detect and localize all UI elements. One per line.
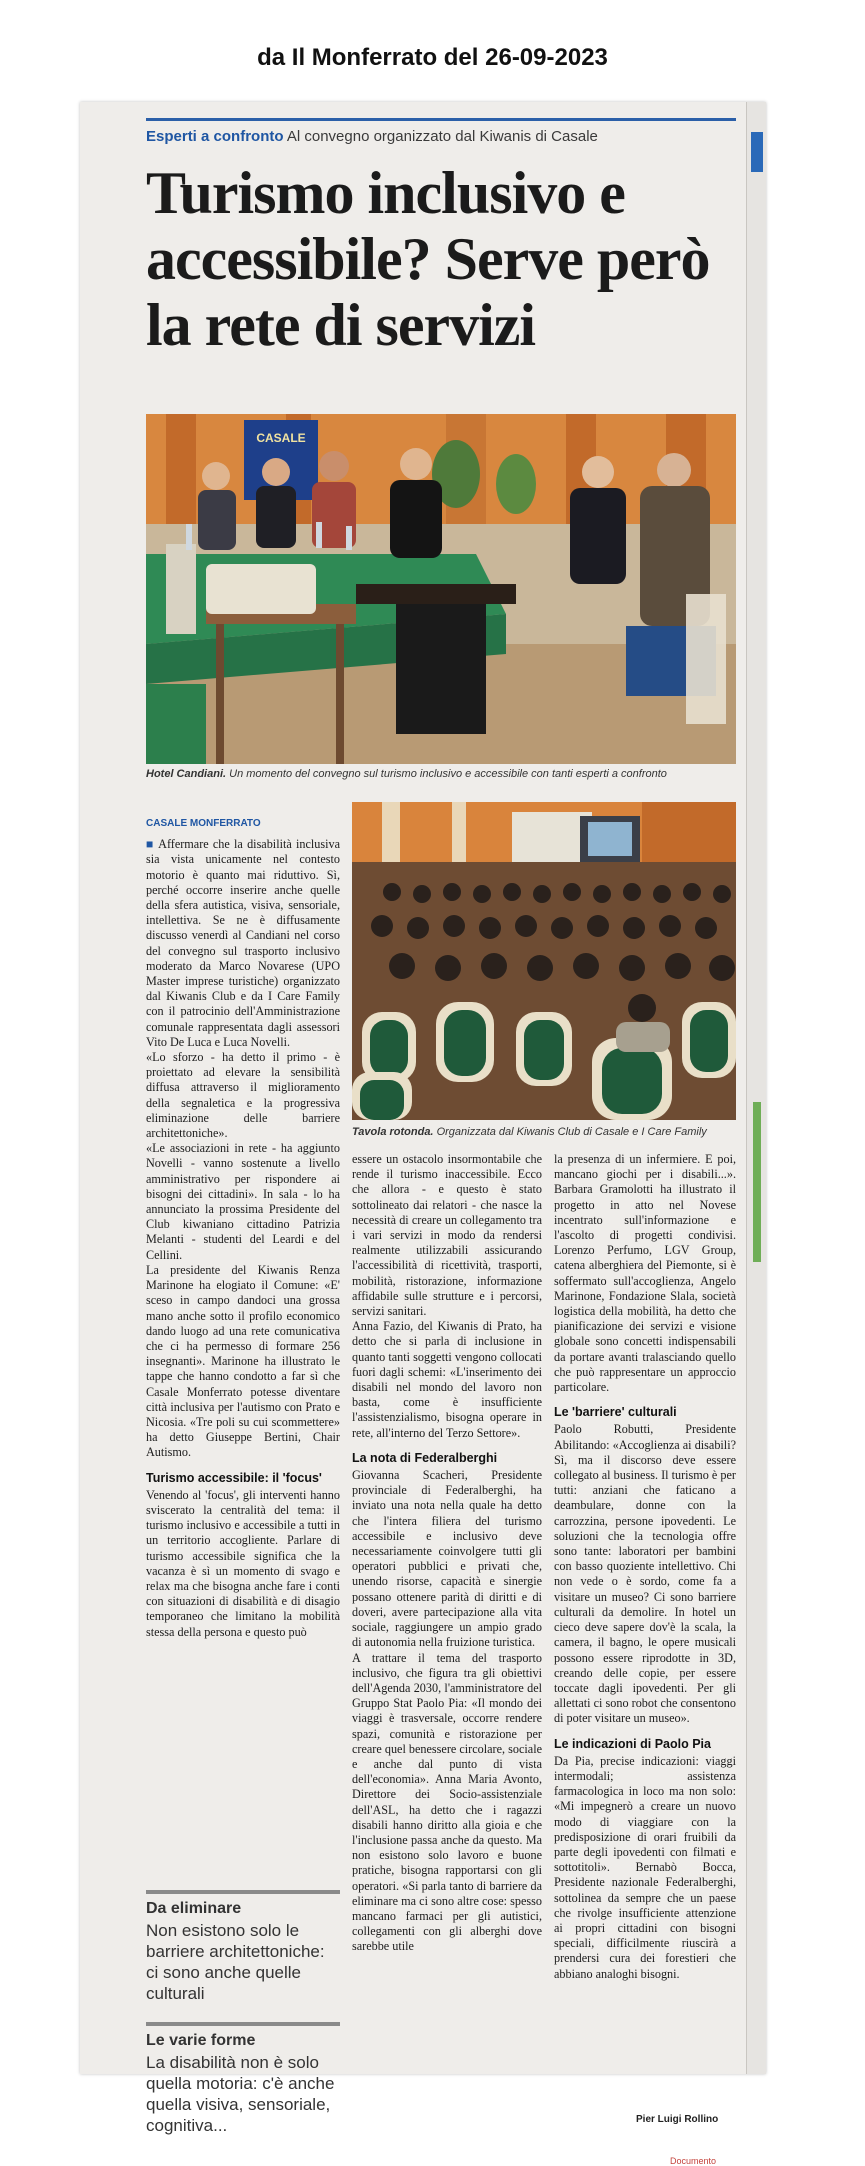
source-line: da Il Monferrato del 26-09-2023 (257, 44, 608, 71)
photo1-caption (146, 768, 736, 780)
col2-paragraph-2: Anna Fazio, del Kiwanis di Prato, ha detto che si parla di inclusione in quanto tanti soggetti vengono collocati fuori dagli schemi: «L'inserimento dei disabili nel mondo del lavoro non basta, come è insufficiente l'assistenzialismo, bisogna operare in rete, all'interno del Terzo Settore». (352, 1319, 542, 1440)
sidebar-box-da-eliminare (146, 1890, 340, 2004)
photo2-caption-label: Tavola rotonda. (352, 1126, 434, 1138)
article-column-2 (352, 1152, 542, 1955)
photo1-caption-text: Un momento del convegno sul turismo inclusivo e accessibile con tanti esperti a confronto (229, 768, 667, 780)
col3-subhead-1: Le 'barriere' culturali (554, 1405, 677, 1420)
top-rule (146, 118, 736, 121)
audience-photo (352, 802, 736, 1120)
col2-subhead: La nota di Federalberghi (352, 1450, 498, 1465)
col3-paragraph-2: Paolo Robutti, Presidente Abilitando: «Accoglienza ai disabili? Sì, ma il discorso deve essere collegato al business. Il turismo è per tutti: anziani che faticano a deambulare, donne con la carrozzina, persone ipovedenti. Le soluzioni che la tecnologia offre sono tante: laboratori per bambini con basso quoziente intellettivo. Chi non vede o è sordo, come fa a visitare un museo? Ci sono barriere culturali da demolire. In hotel un cieco deve sapere dov'è la scala, la camera, il bagno, le opere musicali possono essere riprodotte in 3D, creando delle copie, per essere toccate dagli ipovedenti. Per gli allettati ci sono robot che consentono di poter visitare un museo». (554, 1422, 736, 1726)
kicker-text: Al convegno organizzato dal Kiwanis di Casale (286, 128, 598, 145)
dateline: CASALE MONFERRATO (146, 818, 261, 829)
box2-title: Le varie forme (146, 2032, 256, 2049)
article-column-1 (146, 816, 340, 1640)
conference-panel-photo (146, 414, 736, 764)
audience-illustration (352, 802, 736, 1120)
col1-p1-text: Affermare che la disabilità inclusiva sia vista unicamente nel contesto motorio è quanto mai riduttivo. Sì, perché occorre inserire anche quelle della sfera autistica, visiva, sensoriale, intellettiva. Se ne è diffusamente discusso venerdì al Candiani nel corso del convegno sul trasporto inclusivo moderato da Marco Novarese (UPO Master imprese turistiche) organizzato dal Kiwanis Club e da I Care Family con il patrocinio dell'Amministrazione comunale rappresentata dagli assessori Vito De Luca e Luca Novelli. (146, 837, 341, 1049)
box1-text: Non esistono solo le barriere architettoniche: ci sono anche quelle culturali (146, 1921, 325, 2003)
box2-text: La disabilità non è solo quella motoria: c'è anche quella visiva, sensoriale, cognitiva... (146, 2053, 335, 2135)
col1-subhead: Turismo accessibile: il 'focus' (146, 1470, 322, 1485)
photo2-caption (352, 1126, 736, 1138)
photo2-caption-text: Organizzata dal Kiwanis Club di Casale e I Care Family (436, 1126, 707, 1138)
kicker-section: Esperti a confronto (146, 128, 284, 145)
col2-paragraph-1: essere un ostacolo insormontabile che rende il turismo inaccessibile. Ecco che allora - e questo è stato sottolineato dai relatori - che nasce la necessità di creare un collegamento tra i vari servizi in modo da rendersi realmente utilizzabili assicurando l'accessibilità di ricettività, trasporti, mobilità, ristorazione, informazione affidabile sulle strutture e i percorsi, servizi sanitari. (352, 1152, 542, 1319)
conference-panel-illustration (146, 414, 736, 764)
photo1-caption-label: Hotel Candiani. (146, 768, 227, 780)
col1-paragraph-4: La presidente del Kiwanis Renza Marinone ha elogiato il Comune: «E' sceso in campo dandoci una grossa mano anche sotto il profilo economico dando luogo ad una rete comunicativa che ci ha permesso di formare 256 insegnanti». Marinone ha illustrato le tappe che hanno condotto a far sì che Casale Monferrato potesse diventare città inclusiva per l'autismo con Prato e Nicosia. «Tre poli su cui scommettere» ha detto Giuseppe Bertini, Chair Autismo. (146, 1262, 340, 1460)
bullet-square-icon: ■ (146, 837, 155, 852)
sidebar-box-le-varie-forme (146, 2022, 340, 2136)
adjacent-page-strip (746, 102, 766, 2074)
headline: Turismo inclusivo e accessibile? Serve però la rete di servizi (146, 160, 710, 358)
col2-paragraph-4: A trattare il tema del trasporto inclusivo, che figura tra gli obiettivi dell'Agenda 2030, l'amministratore del Gruppo Stat Paolo Pia: «Il mondo dei viaggi è trasversale, occorre rendere spazi, comunità e ristorazione per creare quel benessere circolare, sociale e anche dal punto di vista dell'economia». Anna Maria Avonto, Direttore dei Socio-assistenziale dell'ASL, ha detto che i ragazzi disabili hanno diritto alla gioia e che l'inclusione passa anche da questo. Ma non esistono solo lavoro e buone pratiche, bisogna rapportarsi con gli operatori. «Si parla tanto di barriere da eliminare ma ci sono altre cose: spesso mancano farmaci per gli autistici, collegamenti con gli alberghi dove sarebbe utile (352, 1650, 542, 1954)
col1-paragraph-1 (146, 837, 340, 1050)
document-tag: Documento (670, 2156, 717, 2166)
box1-title: Da eliminare (146, 1900, 242, 1917)
col3-paragraph-3: Da Pia, precise indicazioni: viaggi intermodali; assistenza farmacologica in loco ma non solo: «Mi impegnerò a creare un nuovo modo di viaggiare con la predisposizione di orari fruibili da parte degli ipovedenti con filmati e sottotitoli». Bernabò Bocca, Presidente nazionale Federalberghi, sottolinea da sempre che un paese che rivolge insufficiente attenzione ai propri cittadini con bisogni speciali, difficilmente riuscirà a prendersi cura dei forestieri che abbiano analoghi bisogni. (554, 1753, 736, 1981)
kicker (146, 128, 736, 145)
box1-top-rule (146, 1890, 340, 1894)
banner-text: CASALE (256, 431, 306, 445)
blue-tab-decoration (751, 132, 763, 172)
col1-paragraph-5: Venendo al 'focus', gli interventi hanno sviscerato la centralità del tema: il turismo inclusivo e accessibile a tutti in un territorio accogliente. Parlare di turismo accessibile significa che la vacanza è sì un momento di svago e relax ma che bisogna anche fare i conti con situazioni di disabilità e di disagio temporaneo che limitano la mobilità stessa della persona e questo può (146, 1487, 340, 1639)
col3-paragraph-1: la presenza di un infermiere. E poi, mancano giochi per i disabili...». Barbara Gramolotti ha illustrato il progetto in atto nel Novese incentrato sull'informazione e l'ascolto di progetti condivisi. Lorenzo Perfumo, LGV Group, catena alberghiera del Piemonte, si è soffermato sull'accoglienza, Angelo Marinone, Fondazione Slala, società logistica della mobilità, ha detto che pianificazione dei servizi e visione globale sono concetti indispensabili da portare avanti tralasciando quello che può rappresentare un approccio particolare. (554, 1152, 736, 1395)
col2-paragraph-3: Giovanna Scacheri, Presidente provinciale di Federalberghi, ha inviato una nota nella quale ha detto che l'intera filiera del turismo accessibile e inclusivo deve necessariamente coinvolgere tutti gli operatori pubblici e privati che, unendo risorse, capacità e sinergie possano ottenere parità di diritti e di doveri, avere partecipazione alla vita sociale, raggiungere un ampio grado di autonomia nella fruizione turistica. (352, 1468, 542, 1650)
col1-paragraph-2: «Lo sforzo - ha detto il primo - è proiettato ad elevare la sensibilità diffusa attraverso il miglioramento della segnaletica e la progressiva eliminazione delle barriere architettoniche». (146, 1050, 340, 1141)
article-column-3 (554, 1152, 736, 1982)
col3-subhead-2: Le indicazioni di Paolo Pia (554, 1736, 711, 1751)
box2-top-rule (146, 2022, 340, 2026)
col1-paragraph-3: «Le associazioni in rete - ha aggiunto Novelli - vanno sostenute a livello amministrativo per rispondere ai bisogni dei cittadini». In sala - lo ha annunciato la prossima Presidente del Club kiwaniano cittadino Patrizia Melanti - studenti del Leardi e del Cellini. (146, 1141, 340, 1262)
green-tab-decoration (753, 1102, 761, 1262)
newspaper-clipping (80, 102, 766, 2166)
byline: Pier Luigi Rollino (636, 2114, 719, 2125)
